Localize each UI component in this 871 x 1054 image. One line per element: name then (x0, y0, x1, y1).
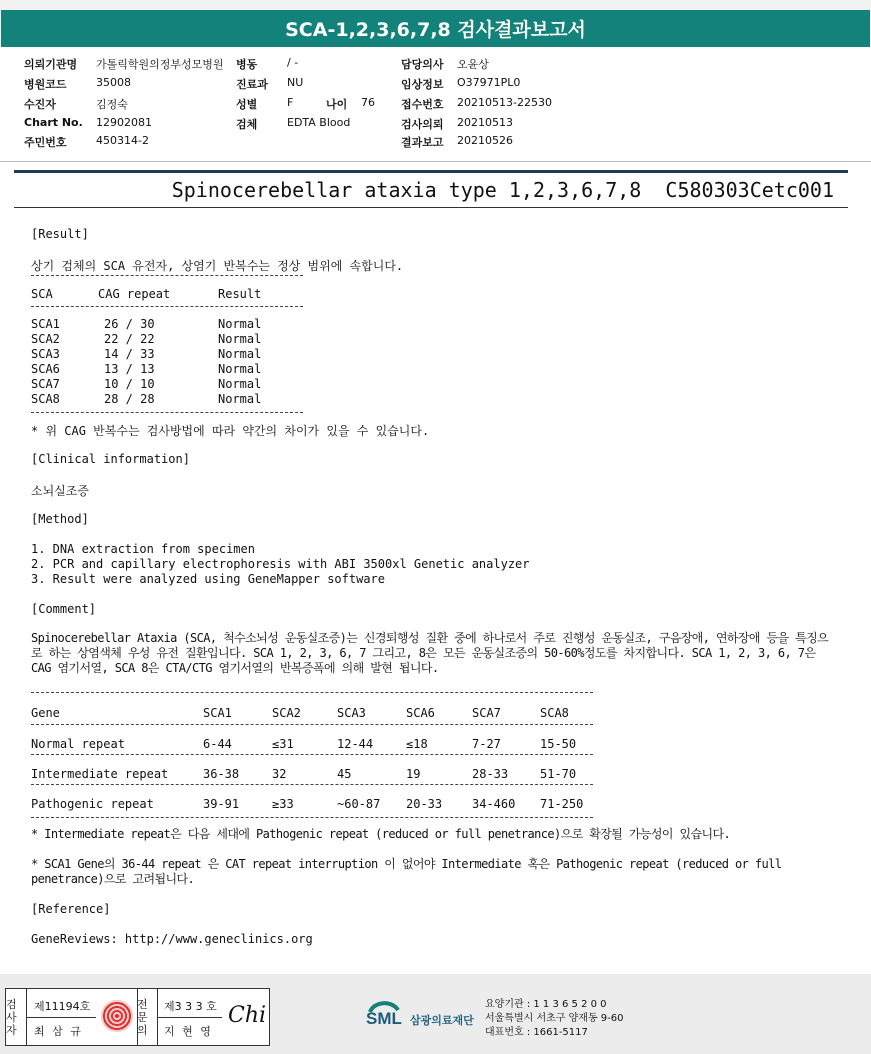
gene-table-cell: Intermediate repeat (31, 767, 169, 781)
org-name: 삼광의료재단 (410, 1014, 474, 1027)
specialist-label: 전문의 (137, 997, 148, 1037)
gene-table-cell: ≤18 (406, 737, 428, 751)
org-code: 요양기관 : 1 1 3 6 5 2 0 0 (485, 999, 607, 1010)
top-strip (0, 0, 871, 10)
specialist-name: 지 현 영 (164, 1025, 213, 1038)
title-rule-bottom (14, 207, 848, 208)
clinical-text: 소뇌실조증 (31, 484, 89, 498)
doctor-label: 담당의사 (401, 58, 444, 71)
signature-box (5, 988, 270, 1046)
request-label: 검사의뢰 (401, 118, 444, 131)
divider (31, 306, 303, 307)
divider (31, 784, 593, 785)
dept-value: NU (287, 76, 304, 89)
gene-table-cell: 20-33 (406, 797, 443, 811)
gene-table-cell: 32 (272, 767, 287, 781)
ward-label: 병동 (236, 58, 258, 71)
test-name: Spinocerebellar ataxia type 1,2,3,6,7,8 (171, 178, 642, 202)
result-row-cag: 13 / 13 (104, 362, 155, 376)
gene-table-header: SCA8 (540, 706, 569, 720)
comment-heading: [Comment] (31, 602, 97, 616)
age-label: 나이 (326, 98, 348, 111)
divider (26, 1017, 96, 1018)
report-date-label: 결과보고 (401, 136, 444, 149)
receipt-value: 20210513-22530 (457, 96, 552, 109)
method-item: 2. PCR and capillary electrophoresis with ABI 3500xl Genetic analyzer (31, 557, 530, 571)
note-intermediate: * Intermediate repeat은 다음 세대에 Pathogenic repeat (reduced or full penetrance)으로 확장될 가능성이 있습니다. (31, 827, 731, 841)
report-title: SCA-1,2,3,6,7,8 검사결과보고서 (1, 10, 870, 47)
examiner-label: 검사자 (6, 997, 17, 1037)
ward-value: / - (287, 56, 299, 69)
gene-table-cell: 36-38 (203, 767, 240, 781)
result-row-sca: SCA6 (31, 362, 60, 376)
method-heading: [Method] (31, 512, 89, 526)
comment-text: Spinocerebellar Ataxia (SCA, 척수소뇌성 운동실조증)는 신경퇴행성 질환 중에 하나로서 주로 진행성 운동실조, 구음장애, 연하장애 등을 특징으로 하는 상염색체 우성 유전 질환입니다. SCA 1, 2, 3, 6, 7 그리고, 8은 모든 운동실조증의 50-60%정도를 차지합니다. SCA 1, 2, 3, 6, 7은 CAG 염기서열, SCA 8은 CTA/CTG 염기서열의 반복증폭에 의해 발현 됩니다. (31, 631, 829, 675)
examiner-seal-icon (101, 1000, 133, 1032)
clinical-info-value: O37971PL0 (457, 76, 521, 89)
gene-table-cell: 12-44 (337, 737, 374, 751)
result-row-cag: 22 / 22 (104, 332, 155, 346)
test-code: C580303Cetc001 (665, 178, 834, 202)
divider (31, 754, 593, 755)
gene-table-cell: 15-50 (540, 737, 577, 751)
id-label: 주민번호 (24, 136, 67, 149)
request-value: 20210513 (457, 116, 513, 129)
gene-table-cell: 34-460 (472, 797, 516, 811)
sex-label: 성별 (236, 98, 258, 111)
divider (31, 724, 593, 725)
method-item: 1. DNA extraction from specimen (31, 542, 255, 556)
result-row-result: Normal (218, 332, 262, 346)
hospital-code-label: 병원코드 (24, 78, 67, 91)
divider (31, 275, 303, 276)
age-value: 76 (361, 96, 375, 109)
examiner-name: 최 삼 규 (34, 1025, 83, 1038)
id-value: 450314-2 (96, 134, 149, 147)
result-row-result: Normal (218, 317, 262, 331)
gene-table-cell: 39-91 (203, 797, 240, 811)
result-row-sca: SCA3 (31, 347, 60, 361)
clinical-heading: [Clinical information] (31, 452, 190, 466)
gene-table-cell: ≥33 (272, 797, 294, 811)
gene-table-cell: 6-44 (203, 737, 232, 751)
result-row-cag: 14 / 33 (104, 347, 155, 361)
header-divider (0, 161, 871, 162)
org-info (485, 998, 624, 1040)
report-date-value: 20210526 (457, 134, 513, 147)
result-row-sca: SCA2 (31, 332, 60, 346)
result-row-result: Normal (218, 362, 262, 376)
result-row-cag: 26 / 30 (104, 317, 155, 331)
result-row-cag: 28 / 28 (104, 392, 155, 406)
gene-table-cell: ≤31 (272, 737, 294, 751)
gene-table-header: SCA1 (203, 706, 232, 720)
chart-label: Chart No. (24, 116, 83, 129)
hospital-code-value: 35008 (96, 76, 131, 89)
gene-table-cell: 45 (337, 767, 352, 781)
result-row-sca: SCA8 (31, 392, 60, 406)
result-summary: 상기 검체의 SCA 유전자, 상염기 반복수는 정상 범위에 속합니다. (31, 259, 404, 273)
result-row-result: Normal (218, 347, 262, 361)
test-title (14, 178, 834, 202)
org-logo-text: SML (366, 1009, 402, 1028)
note-sca1: * SCA1 Gene의 36-44 repeat 은 CAT repeat interruption 이 없어야 Intermediate 혹은 Pathogenic repeat (reduced or full penetrance)으로 고려됩니다. (31, 857, 782, 886)
gene-table-cell: ~60-87 (337, 797, 381, 811)
institution-label: 의뢰기관명 (24, 58, 78, 71)
reference-heading: [Reference] (31, 902, 111, 916)
result-col-sca: SCA (31, 287, 53, 301)
receipt-label: 접수번호 (401, 98, 444, 111)
result-note: * 위 CAG 반복수는 검사방법에 따라 약간의 차이가 있을 수 있습니다. (31, 424, 430, 438)
divider (31, 692, 593, 693)
specialist-no: 제3 3 3 호 (164, 1000, 217, 1013)
gene-table-header: SCA7 (472, 706, 501, 720)
result-heading: [Result] (31, 227, 89, 241)
gene-table-cell: 28-33 (472, 767, 509, 781)
dept-label: 진료과 (236, 78, 268, 91)
specimen-label: 검체 (236, 118, 258, 131)
result-row-result: Normal (218, 377, 262, 391)
result-col-result: Result (218, 287, 262, 301)
result-row-sca: SCA7 (31, 377, 60, 391)
sex-value: F (287, 96, 294, 109)
org-address: 서울특별시 서초구 양재동 9-60 (485, 1013, 624, 1024)
gene-table-cell: Pathogenic repeat (31, 797, 154, 811)
clinical-info-label: 임상정보 (401, 78, 444, 91)
org-logo (364, 998, 494, 1034)
gene-table-cell: 51-70 (540, 767, 577, 781)
title-rule (14, 170, 848, 173)
result-row-cag: 10 / 10 (104, 377, 155, 391)
gene-table-cell: 7-27 (472, 737, 501, 751)
gene-table-cell: Normal repeat (31, 737, 125, 751)
org-phone: 대표번호 : 1661-5117 (485, 1027, 588, 1038)
result-row-result: Normal (218, 392, 262, 406)
gene-table-header: SCA3 (337, 706, 366, 720)
reference-text: GeneReviews: http://www.geneclinics.org (31, 932, 313, 946)
specimen-value: EDTA Blood (287, 116, 351, 129)
institution-value: 가톨릭학원의정부성모병원 (96, 58, 224, 71)
result-col-cag: CAG repeat (98, 287, 171, 301)
divider (157, 1017, 222, 1018)
gene-table-header: Gene (31, 706, 60, 720)
method-item: 3. Result were analyzed using GeneMapper software (31, 572, 386, 586)
chart-value: 12902081 (96, 116, 152, 129)
patient-value: 김정숙 (96, 98, 128, 111)
gene-table-cell: 19 (406, 767, 421, 781)
doctor-value: 오윤상 (457, 58, 489, 71)
patient-info (0, 52, 871, 156)
result-row-sca: SCA1 (31, 317, 60, 331)
signature-icon: Chi (228, 1003, 267, 1028)
divider (31, 412, 303, 413)
divider (31, 817, 593, 818)
patient-label: 수진자 (24, 98, 56, 111)
examiner-no: 제11194호 (34, 1000, 91, 1013)
gene-table-header: SCA6 (406, 706, 435, 720)
gene-table-cell: 71-250 (540, 797, 584, 811)
gene-table-header: SCA2 (272, 706, 301, 720)
